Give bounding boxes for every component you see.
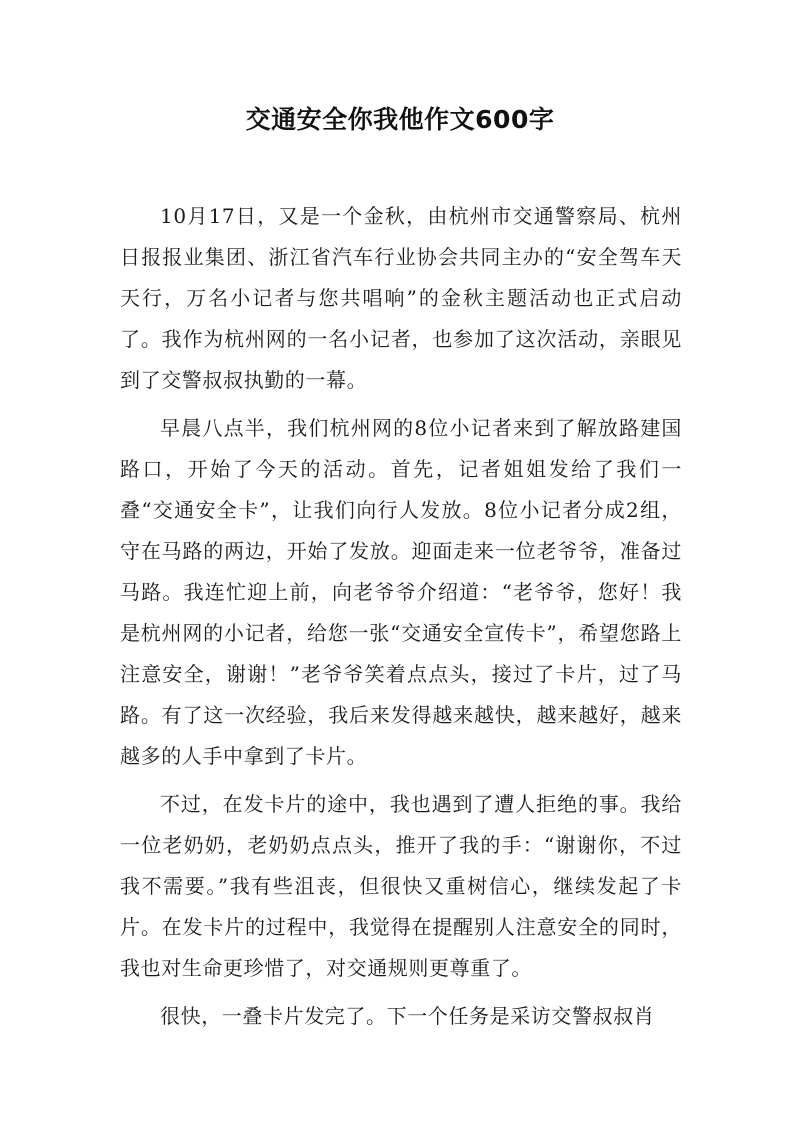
paragraph: 早晨八点半，我们杭州网的8位小记者来到了解放路建国路口，开始了今天的活动。首先，记者姐姐发给了我们一叠“交通安全卡”，让我们向行人发放。8位小记者分成2组，守在马路的两边，开始了发放。迎面走来一位老爷爷，准备过马路。我连忙迎上前，向老爷爷介绍道：“老爷爷，您好！我是杭州网的小记者，给您一张“交通安全宣传卡”，希望您路上注意安全，谢谢！”老爷爷笑着点点头，接过了卡片，过了马路。有了这一次经验，我后来发得越来越快，越来越好，越来越多的人手中拿到了卡片。 (120, 416, 682, 768)
paragraph: 很快，一叠卡片发完了。下一个任务是采访交警叔叔肖 (160, 1004, 655, 1028)
paragraph: 10月17日，又是一个金秋，由杭州市交通警察局、杭州日报报业集团、浙江省汽车行业协会共同主办的“安全驾车天天行，万名小记者与您共唱响”的金秋主题活动也正式启动了。我作为杭州网的一名小记者，也参加了这次活动，亲眼见到了交警叔叔执勤的一幕。 (120, 204, 682, 392)
paragraph: 不过，在发卡片的途中，我也遇到了遭人拒绝的事。我给一位老奶奶，老奶奶点点头，推开了我的手：“谢谢你，不过我不需要。”我有些沮丧，但很快又重树信心，继续发起了卡片。在发卡片的过程中，我觉得在提醒别人注意安全的同时，我也对生命更珍惜了，对交通规则更尊重了。 (120, 792, 682, 980)
document-body (120, 196, 682, 1044)
document-title: 交通安全你我他作文600字 (245, 105, 555, 134)
